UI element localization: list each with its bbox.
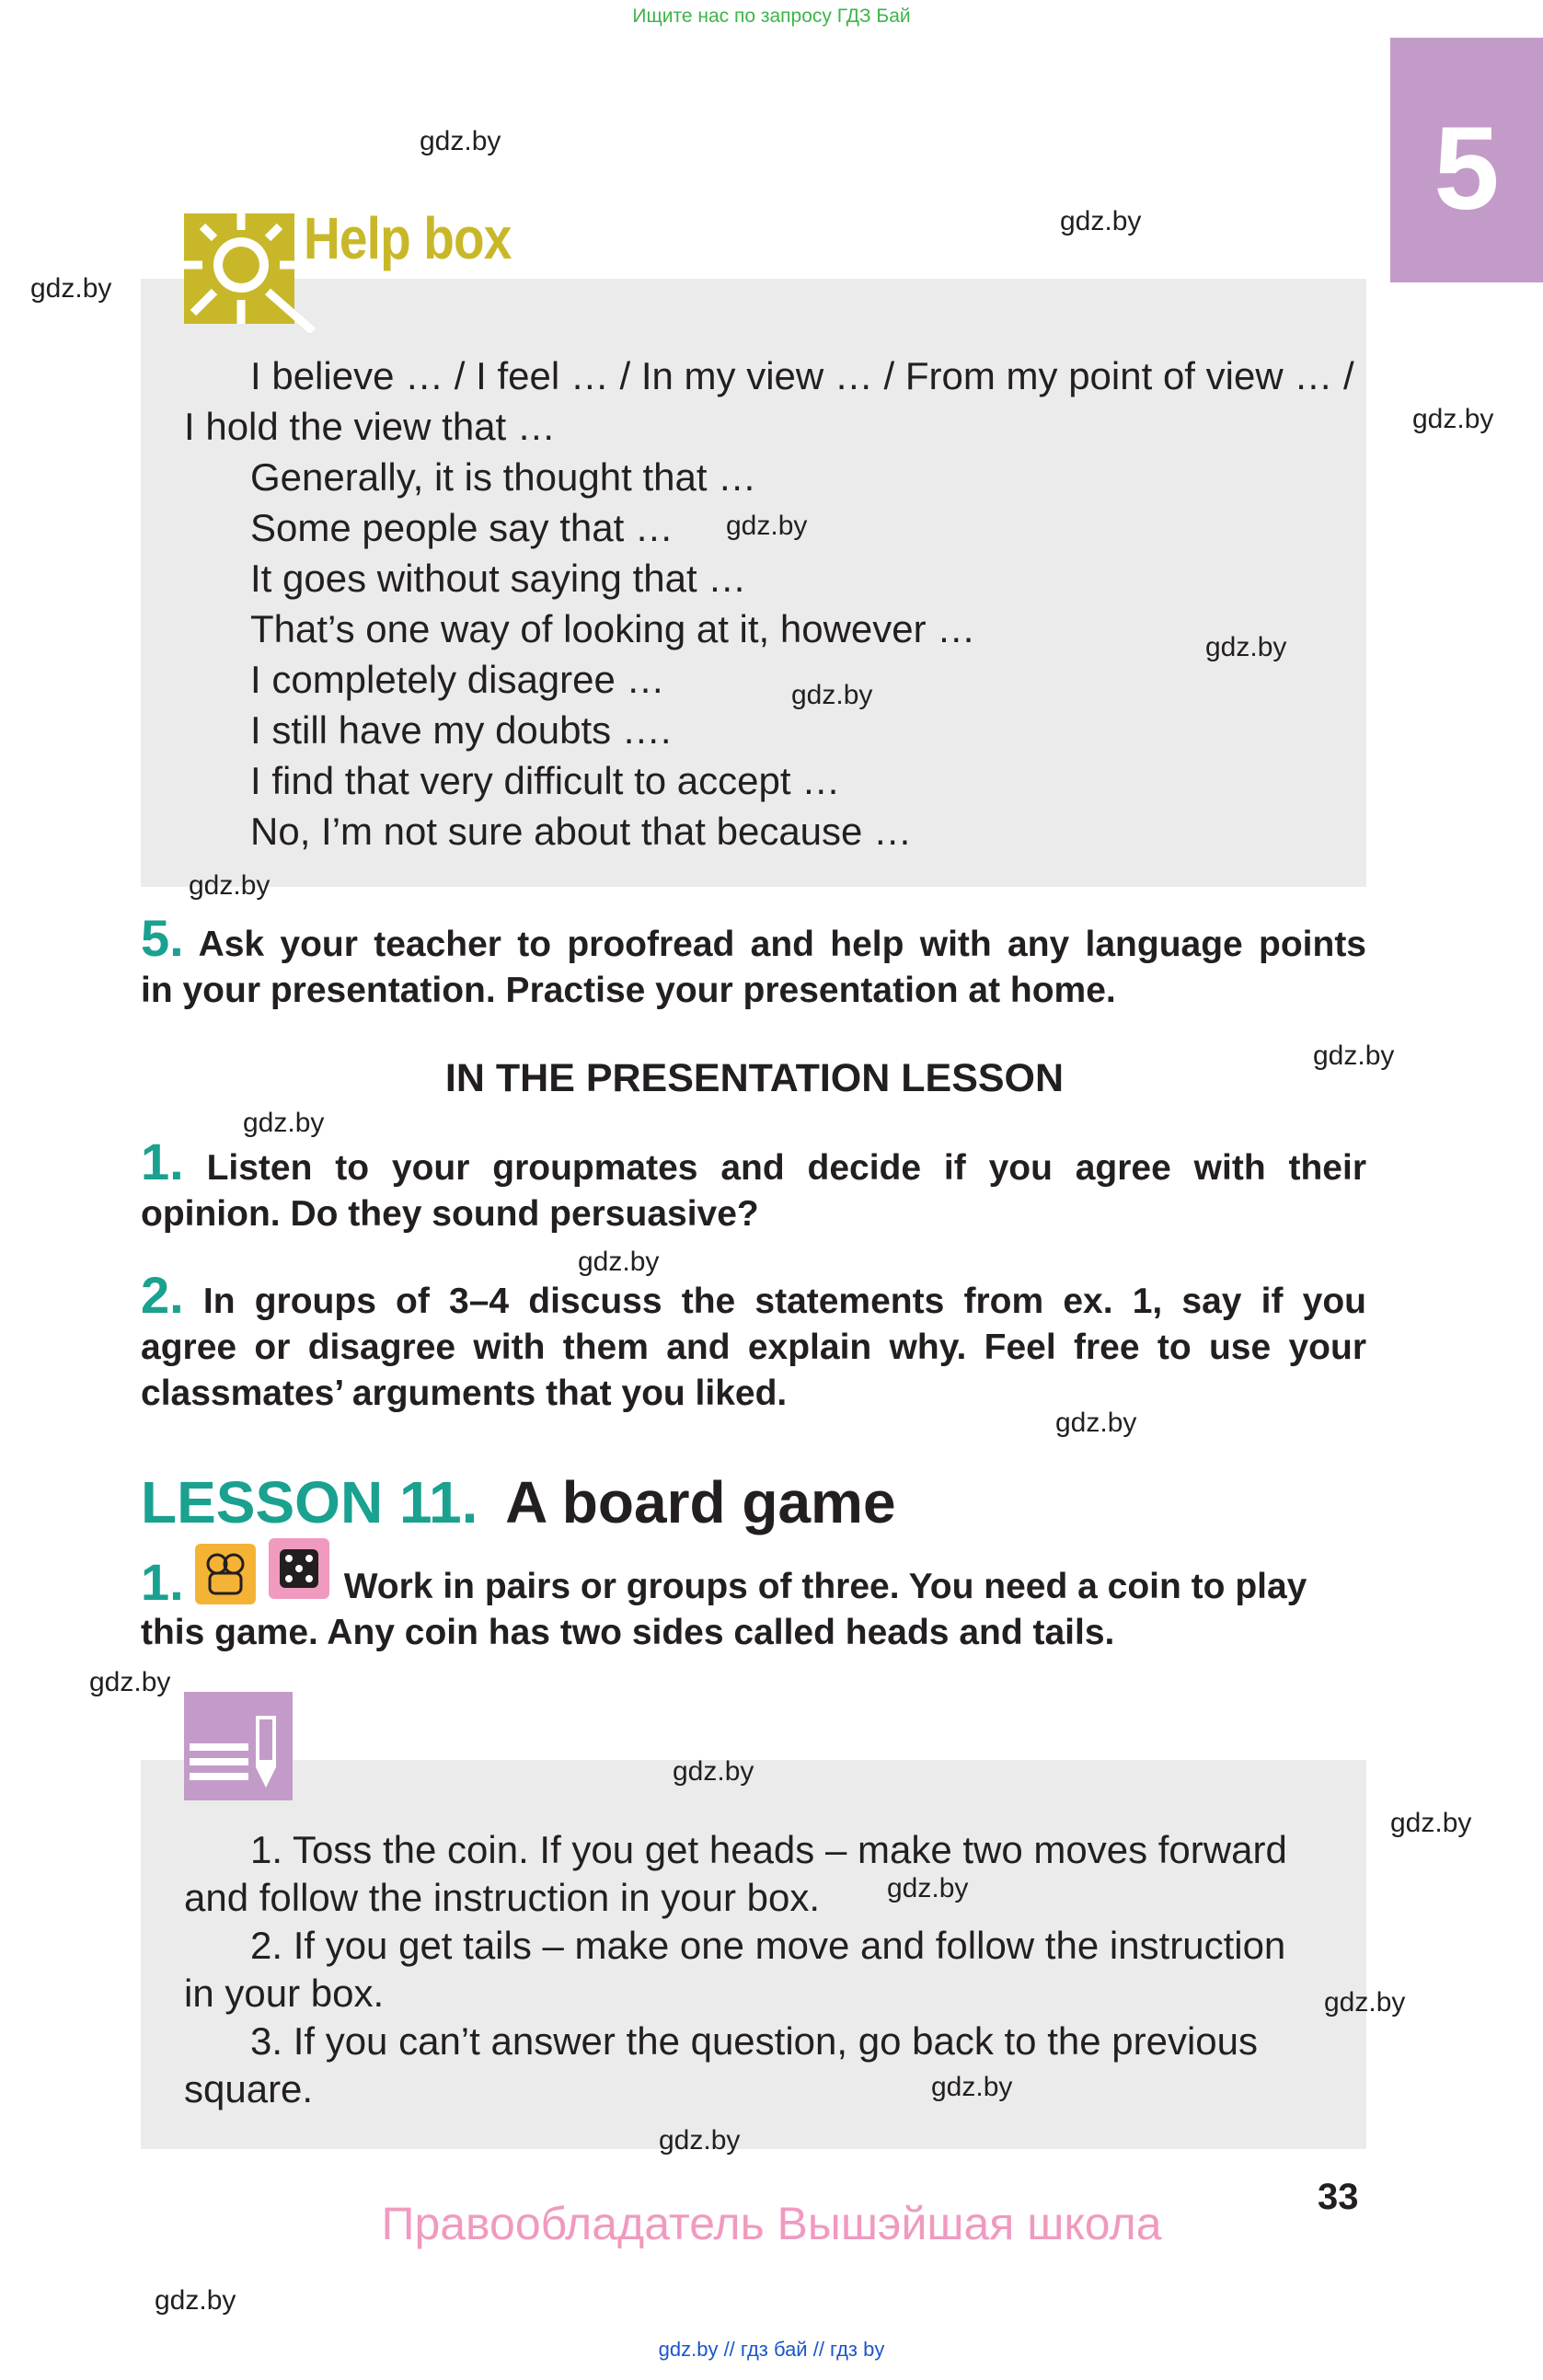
exercise-text: classmates’ arguments that you liked. [141,1374,788,1413]
exercise-5 [141,909,1366,1014]
help-line: I hold the view that … [184,405,556,448]
section-heading: IN THE PRESENTATION LESSON [444,1056,1065,1100]
lesson-name: A board game [505,1469,896,1535]
exercise-text: Ask your teacher to proofread and help with any language points [198,925,1366,964]
writing-icon [184,1692,293,1805]
watermark: gdz.by [420,126,501,156]
group-work-icon [195,1544,256,1604]
watermark: gdz.by [1324,1987,1406,2018]
watermark: gdz.by [791,680,873,710]
presentation-exercise-1 [141,1133,1366,1237]
help-line: No, I’m not sure about that because … [250,810,913,853]
lesson-label: LESSON 11. [141,1469,478,1535]
watermark: gdz.by [887,1873,969,1903]
rule-line: 2. If you get tails – make one move and follow the instruction [250,1924,1286,1967]
watermark: gdz.by [89,1667,171,1697]
help-line: I still have my doubts …. [250,708,672,752]
watermark: gdz.by [1390,1808,1472,1838]
watermark: gdz.by [155,2285,236,2316]
page-number: 33 [1318,2177,1359,2217]
watermark: gdz.by [1055,1408,1137,1438]
exercise-text: Listen to your groupmates and decide if you agree with their [206,1148,1366,1188]
top-banner: Ищите нас по запросу ГДЗ Бай [632,6,911,27]
rule-line: 1. Toss the coin. If you get heads – make two moves forward [250,1828,1287,1871]
watermark: gdz.by [659,2125,741,2156]
help-line: It goes without saying that … [250,557,747,600]
rule-line: square. [184,2067,314,2110]
watermark: gdz.by [726,511,808,541]
help-line: I believe … / I feel … / In my view … / From my point of view … / [250,354,1354,397]
exercise-text: opinion. Do they sound persuasive? [141,1194,759,1234]
lesson-title [141,1468,896,1536]
copyright-notice: Правообладатель Вышэйшая школа [381,2198,1162,2249]
watermark: gdz.by [673,1756,754,1787]
exercise-text: Work in pairs or groups of three. You need a coin to play [343,1567,1307,1606]
exercise-text: agree or disagree with them and explain why. Feel free to use your [141,1328,1366,1367]
exercise-text: this game. Any coin has two sides called heads and tails. [141,1613,1115,1652]
exercise-text: in your presentation. Practise your presentation at home. [141,971,1116,1010]
chapter-number: 5 [1434,103,1500,235]
presentation-exercise-2 [141,1266,1366,1417]
lesson-exercise-1 [141,1555,1366,1656]
watermark: gdz.by [931,2072,1013,2102]
watermark: gdz.by [1060,206,1142,236]
watermark: gdz.by [243,1108,325,1138]
help-line: Generally, it is thought that … [250,455,757,499]
watermark: gdz.by [578,1247,660,1277]
exercise-number: 1. [141,1553,184,1611]
dice-icon [269,1538,329,1599]
exercise-number: 1. [141,1133,184,1190]
sun-icon [184,213,322,338]
watermark: gdz.by [1412,404,1494,434]
help-line: Some people say that … [250,506,674,549]
watermark: gdz.by [30,273,112,304]
exercise-number: 2. [141,1266,184,1324]
help-line: I completely disagree … [250,658,665,701]
watermark: gdz.by [189,870,271,901]
exercise-text: In groups of 3–4 discuss the statements from ex. 1, say if you [202,1282,1366,1321]
watermark: gdz.by [1313,1041,1395,1071]
help-box-title: Help box [304,205,512,271]
rule-line: 3. If you can’t answer the question, go back to the previous [250,2019,1258,2063]
help-line: That’s one way of looking at it, however … [250,607,976,650]
rule-line: in your box. [184,1972,385,2015]
rule-line: and follow the instruction in your box. [184,1876,821,1919]
footer-links[interactable]: gdz.by // гдз бай // гдз by [658,2338,885,2361]
help-line: I find that very difficult to accept … [250,759,841,802]
exercise-number: 5. [141,909,184,967]
watermark: gdz.by [1205,632,1287,662]
